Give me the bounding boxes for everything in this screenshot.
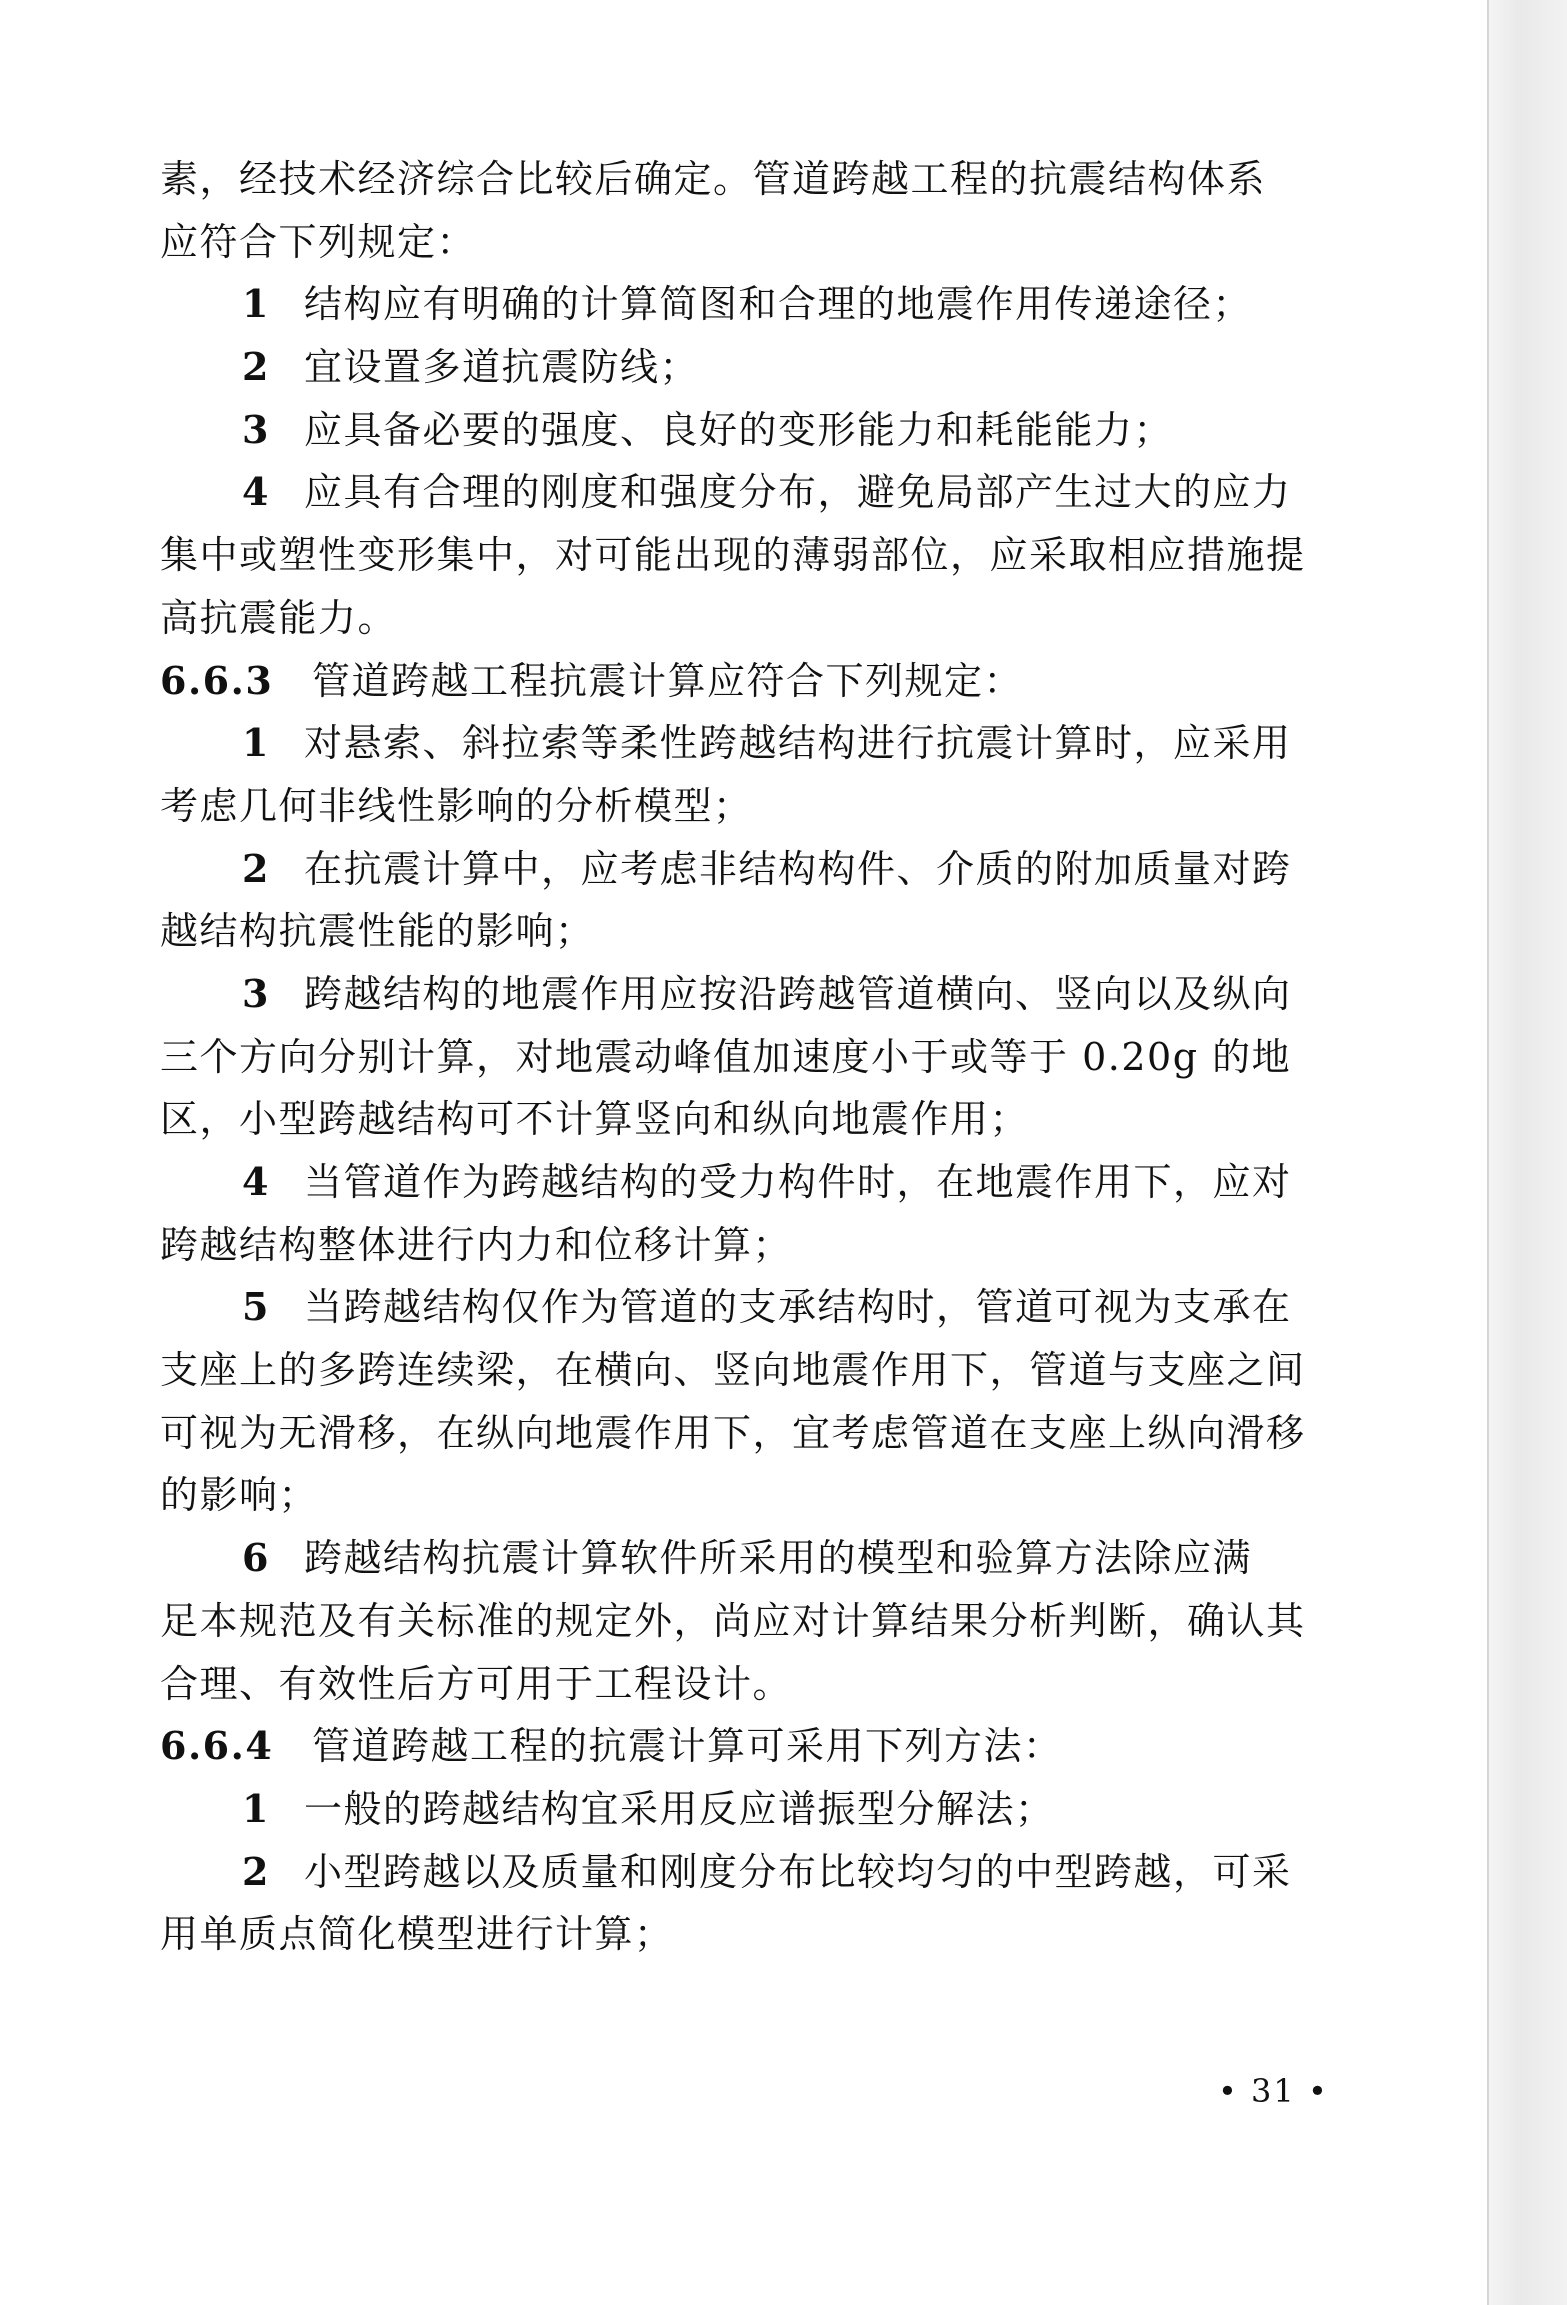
text-line: 高抗震能力。 xyxy=(160,595,398,640)
text-line: 用单质点简化模型进行计算； xyxy=(160,1912,674,1957)
item-text: 对悬索、斜拉索等柔性跨越结构进行抗震计算时，应采用 xyxy=(304,721,1292,766)
list-item xyxy=(160,336,1380,399)
item-number: 2 xyxy=(242,845,270,891)
item-number: 1 xyxy=(242,1785,270,1831)
item-text: 跨越结构的地震作用应按沿跨越管道横向、竖向以及纵向 xyxy=(304,971,1292,1016)
list-item xyxy=(160,963,1380,1026)
text-line: 合理、有效性后方可用于工程设计。 xyxy=(160,1661,793,1706)
text-line: 考虑几何非线性影响的分析模型； xyxy=(160,783,753,828)
list-item xyxy=(160,1778,1380,1841)
item-text: 宜设置多道抗震防线； xyxy=(304,345,700,390)
list-item xyxy=(160,712,1380,775)
text-line: 的影响； xyxy=(160,1473,319,1518)
clause-heading xyxy=(160,650,1380,713)
item-number: 4 xyxy=(242,1159,270,1204)
item-text: 在抗震计算中，应考虑非结构构件、介质的附加质量对跨 xyxy=(304,846,1292,891)
item-text: 小型跨越以及质量和刚度分布比较均匀的中型跨越，可采 xyxy=(304,1849,1292,1894)
item-text: 应具备必要的强度、良好的变形能力和耗能能力； xyxy=(304,407,1174,452)
list-item xyxy=(160,273,1380,336)
clause-heading xyxy=(160,1715,1380,1778)
list-item xyxy=(160,1276,1380,1339)
list-item xyxy=(160,461,1380,524)
list-item xyxy=(160,1841,1380,1904)
list-item xyxy=(160,1527,1380,1590)
item-number: 4 xyxy=(242,469,270,515)
item-number: 3 xyxy=(242,406,270,452)
list-item xyxy=(160,1151,1380,1214)
item-text: 结构应有明确的计算简图和合理的地震作用传递途径； xyxy=(304,282,1253,327)
clause-text: 管道跨越工程的抗震计算可采用下列方法： xyxy=(312,1724,1063,1769)
item-text: 当跨越结构仅作为管道的支承结构时，管道可视为支承在 xyxy=(304,1285,1292,1330)
item-number: 3 xyxy=(242,970,270,1016)
clause-number: 6.6.4 xyxy=(160,1723,274,1769)
item-text: 当管道作为跨越结构的受力构件时，在地震作用下，应对 xyxy=(304,1160,1292,1204)
text-line: 应符合下列规定： xyxy=(160,219,477,264)
text-line: 集中或塑性变形集中，对可能出现的薄弱部位，应采取相应措施提 xyxy=(160,533,1306,578)
text-line: 跨越结构整体进行内力和位移计算； xyxy=(160,1222,793,1267)
item-text: 一般的跨越结构宜采用反应谱振型分解法； xyxy=(304,1786,1055,1831)
item-number: 5 xyxy=(242,1284,270,1330)
text-line: 素，经技术经济综合比较后确定。管道跨越工程的抗震结构体系 xyxy=(160,157,1267,201)
item-text: 应具有合理的刚度和强度分布，避免局部产生过大的应力 xyxy=(304,470,1292,515)
item-number: 2 xyxy=(242,1848,270,1894)
text-line: 越结构抗震性能的影响； xyxy=(160,909,595,954)
item-number: 1 xyxy=(242,720,270,766)
text-line: 三个方向分别计算，对地震动峰值加速度小于或等于 0.20g 的地 xyxy=(160,1034,1292,1079)
list-item xyxy=(160,838,1380,901)
page-edge-shade xyxy=(1487,0,1567,2305)
text-line: 区，小型跨越结构可不计算竖向和纵向地震作用； xyxy=(160,1097,1030,1142)
item-number: 6 xyxy=(242,1535,270,1581)
item-number: 2 xyxy=(242,344,270,390)
item-text: 跨越结构抗震计算软件所采用的模型和验算方法除应满 xyxy=(304,1536,1253,1581)
clause-number: 6.6.3 xyxy=(160,657,274,703)
text-line: 支座上的多跨连续梁，在横向、竖向地震作用下，管道与支座之间 xyxy=(160,1348,1306,1393)
document-body xyxy=(160,148,1380,1966)
list-item xyxy=(160,399,1380,462)
clause-text: 管道跨越工程抗震计算应符合下列规定： xyxy=(312,658,1024,703)
text-line: 可视为无滑移，在纵向地震作用下，宜考虑管道在支座上纵向滑移 xyxy=(160,1410,1306,1455)
text-line: 足本规范及有关标准的规定外，尚应对计算结果分析判断，确认其 xyxy=(160,1598,1306,1643)
page-number: • 31 • xyxy=(1218,2072,1329,2110)
item-number: 1 xyxy=(242,281,270,327)
